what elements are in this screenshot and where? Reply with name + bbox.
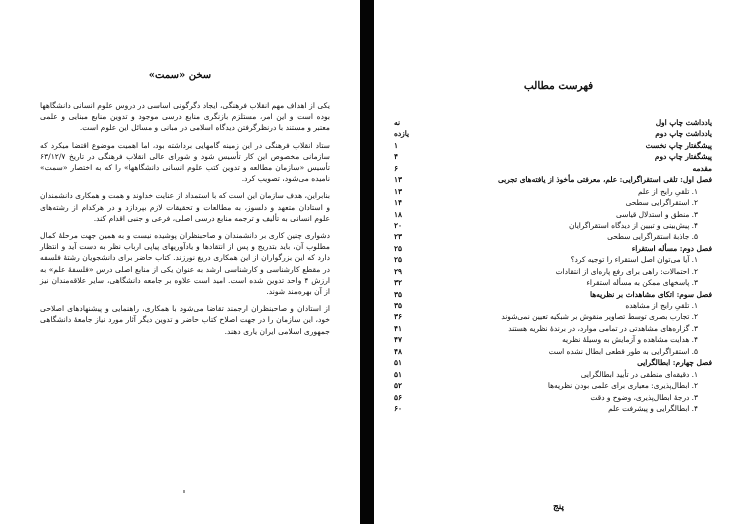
- toc-entry-title: ۴. پیش‌بینی و تبیین از دیدگاه استقراگرایان: [569, 220, 698, 230]
- toc-entry: [394, 163, 712, 174]
- toc-entry-page: ۴۷: [394, 335, 402, 345]
- toc-entry: [394, 209, 712, 220]
- toc-entry-title: مقدمه: [692, 163, 712, 173]
- toc-entry: [394, 220, 712, 231]
- toc-entry-page: ۴۱: [394, 323, 402, 333]
- toc-entry-title: ۲. احتمالات: راهی برای رفع پاره‌ای از انتقادات: [555, 266, 698, 276]
- toc-entry-page: ۵۱: [394, 369, 402, 379]
- paragraph: ستاد انقلاب فرهنگی در این زمینه گامهایی برداشته بود، اما اهمیت موضوع اقتضا میکرد که سازمانی مخصوص این کار تأسیس شود و شورای عالی انقلاب فرهنگی در تاریخ ۶۳/۱۲/۷ تأسیس «سازمان مطالعه و تدوین کتب علوم انسانی دانشگاهها» را که به اختصار «سمت» نامیده می‌شود، تصویب کرد.: [40, 140, 330, 184]
- page-title: سخن «سمت»: [148, 70, 212, 81]
- toc-entry: [394, 323, 712, 334]
- page-number: پنج: [552, 502, 565, 512]
- toc-entry: [394, 311, 712, 322]
- toc-entry-title: فصل اول: تلقی استقراگرایی: علم، معرفتی مأخوذ از یافته‌های تجربی: [497, 175, 712, 185]
- toc-entry-title: یادداشت چاپ اول: [655, 118, 712, 127]
- toc-entry: [394, 357, 712, 368]
- toc-entry-title: فصل چهارم: ابطالگرایی: [637, 358, 712, 368]
- toc-entry-page: ۲۵: [394, 243, 402, 253]
- toc-entry-title: ۴. هدایت مشاهده و آزمایش به وسیلهٔ نظریه: [562, 335, 698, 345]
- toc-entry-title: ۵. استقراگرایی به طور قطعی ابطال نشده است: [548, 346, 698, 356]
- toc-entry-title: ۳. گزاره‌های مشاهدتی در تمامی موارد، در برندهٔ نظریه هستند: [508, 323, 698, 333]
- toc-entry-page: ۲۵: [394, 255, 402, 265]
- toc-entry-title: یادداشت چاپ دوم: [655, 129, 712, 139]
- toc-entry-title: ۳. درجهٔ ابطال‌پذیری، وضوح و دقت: [590, 392, 698, 402]
- toc-entry-title: ۲. تجارب بصری توسط تصاویر منقوش بر شبکیه تعیین نمی‌شوند: [501, 312, 698, 322]
- toc-entry-page: ۶: [394, 163, 398, 173]
- toc-entry-title: ۱. دقیقه‌ای منطقی در تأیید ابطالگرایی: [580, 369, 698, 379]
- toc-entry: [394, 266, 712, 277]
- toc-entry-title: ۱. تلقیِ رایج از علم: [638, 186, 698, 196]
- toc-entry: [394, 140, 712, 151]
- toc-entry-title: ۲. ابطال‌پذیری: معیاری برای علمی بودن نظریه‌ها: [547, 381, 698, 391]
- toc-entry: [394, 174, 712, 185]
- toc-entry: [394, 334, 712, 345]
- toc-entry-page: ۲۰: [394, 220, 402, 230]
- toc-entry-page: ۱۸: [394, 209, 402, 219]
- toc-entry-title: فصل دوم: مسأله استقراء: [631, 243, 712, 253]
- toc-entry-page: ۴۸: [394, 346, 402, 356]
- toc-entry: [394, 197, 712, 208]
- toc-entry-page: ۵۲: [394, 381, 402, 391]
- table-of-contents: [394, 117, 712, 414]
- toc-entry-page: ۱۴: [394, 198, 402, 208]
- toc-entry-page: یازده: [394, 129, 410, 139]
- toc-entry: [394, 277, 712, 288]
- toc-entry: [394, 231, 712, 242]
- preface-text: [40, 100, 330, 343]
- toc-entry: [394, 380, 712, 391]
- toc-entry: [394, 186, 712, 197]
- toc-entry-title: پیشگفتار چاپ دوم: [654, 152, 712, 162]
- toc-entry: [394, 300, 712, 311]
- toc-entry-page: ۳۵: [394, 289, 402, 299]
- toc-entry-title: ۳. پاسخهای ممکن به مسأله استقراء: [586, 278, 698, 288]
- toc-entry-title: ۱. تلقیِ رایج از مشاهده: [625, 301, 698, 310]
- toc-entry-title: ۱. آیا می‌توان اصل استقراء را توجیه کرد؟: [570, 255, 698, 265]
- toc-entry-page: نه: [394, 118, 401, 127]
- toc-entry: [394, 403, 712, 414]
- toc-entry: [394, 254, 712, 265]
- book-gutter: [360, 0, 374, 524]
- toc-entry-page: ۵۱: [394, 358, 402, 368]
- toc-entry: [394, 128, 712, 139]
- toc-entry: [394, 392, 712, 403]
- paragraph: بنابراین، هدف سازمان این است که با استمداد از عنایت خداوند و همت و همکاری دانشمندان و استادان متعهد و دلسوز، به مطالعات و تحقیقات لازم بپردازد و در هرکدام از رشته‌های علوم انسانی به تألیف و ترجمه منابع درسی اصلی، فرعی و جنبی اقدام کند.: [40, 191, 330, 223]
- toc-entry-page: ۲۹: [394, 266, 402, 276]
- toc-title: فهرست مطالب: [523, 80, 594, 92]
- toc-entry: [394, 117, 712, 128]
- paragraph: از استادان و صاحبنظران ارجمند تقاضا می‌شود با همکاری، راهنمایی و پیشنهادهای اصلاحی خود، این سازمان را در جهت اصلاح کتاب حاضر و تدوین دیگر آثار مورد نیاز جامعهٔ دانشگاهی جمهوری اسلامی ایران یاری دهند.: [40, 304, 330, 336]
- toc-entry: [394, 369, 712, 380]
- toc-entry-title: ۴. ابطالگرایی و پیشرفت علم: [608, 403, 698, 413]
- toc-entry-title: ۲. استقراگرایی سطحی: [625, 198, 698, 208]
- left-page: [0, 0, 360, 524]
- toc-entry-page: ۳۶: [394, 312, 402, 322]
- toc-entry-page: ۳۵: [394, 301, 402, 310]
- toc-entry: [394, 243, 712, 254]
- toc-entry-title: پیشگفتار چاپ نخست: [645, 140, 712, 150]
- toc-entry-page: ۶۰: [394, 403, 402, 413]
- toc-entry-title: فصل سوم: اتکای مشاهدات بر نظریه‌ها: [589, 289, 712, 299]
- toc-entry-title: ۵. جاذبهٔ استقراگرایی سطحی: [607, 232, 698, 242]
- toc-entry-page: ۱۳: [394, 175, 402, 185]
- toc-entry: [394, 346, 712, 357]
- toc-entry: [394, 289, 712, 300]
- toc-entry-page: ۳۲: [394, 278, 402, 288]
- toc-entry-title: ۳. منطق و استدلال قیاسی: [615, 209, 698, 219]
- toc-entry-page: ۴: [394, 152, 398, 162]
- print-mark: [183, 490, 185, 493]
- toc-entry-page: ۱۳: [394, 186, 402, 196]
- paragraph: یکی از اهداف مهم انقلاب فرهنگی، ایجاد دگرگونی اساسی در دروس علوم انسانی دانشگاهها بوده است و این امر، مستلزم بازنگری منابع درسی موجود و تدوین منابع مبنایی و علمی معتبر و مستند با درنظرگرفتن دیدگاه اسلامی در مبانی و مسائل این علوم است.: [40, 101, 330, 133]
- toc-entry-page: ۵۶: [394, 392, 402, 402]
- toc-entry-page: ۲۳: [394, 232, 402, 242]
- toc-entry: [394, 151, 712, 162]
- right-page: [374, 0, 743, 524]
- paragraph: دشواری چنین کاری بر دانشمندان و صاحبنظران پوشیده نیست و به همین جهت مرحلهٔ کمال مطلوب آن، باید بتدریج و پس از انتقادها و یادآوریهای پیاپی ارباب نظر به دست آید و انتظار دارد که این بزرگواران از این همکاری دریغ نورزند. کتاب حاضر برای دانشجویان رشتهٔ فلسفه در مقطع کارشناسی و کارشناسی ارشد به عنوان یکی از منابع اصلی درس «فلسفهٔ علم» به ارزش ۴ واحد تدوین شده است. امید است علاوه بر جامعه دانشگاهی، سایر علاقه‌مندان نیز از آن بهره‌مند شوند.: [40, 231, 330, 297]
- toc-entry-page: ۱: [394, 140, 398, 150]
